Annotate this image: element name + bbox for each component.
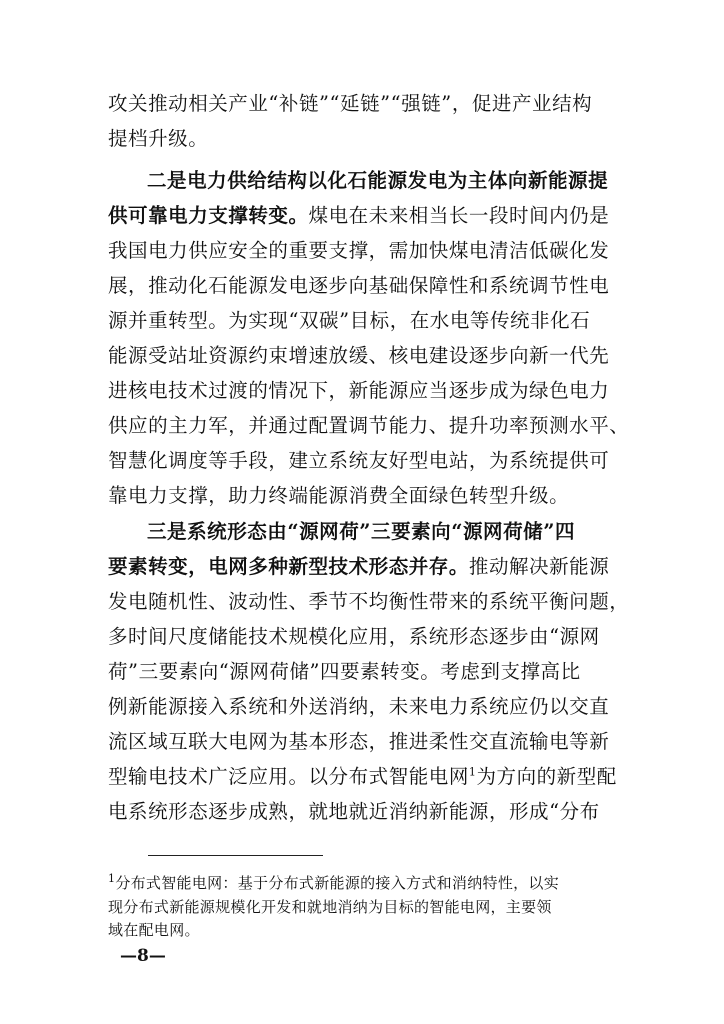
paragraph-heading: 二是电力供给结构以化石能源发电为主体向新能源提 xyxy=(147,169,609,192)
body-text-line: 智慧化调度等手段，建立系统友好型电站，为系统提供可 xyxy=(108,449,610,472)
body-text-line: 进核电技术过渡的情况下，新能源应当逐步成为绿色电力 xyxy=(108,379,610,402)
body-text-line xyxy=(108,763,617,791)
body-text-line: 靠电力支撑，助力终端能源消费全面绿色转型升级。 xyxy=(108,484,570,507)
body-text: 推动解决新能源 xyxy=(468,555,610,578)
body-text: 型输电技术广泛应用。以分布式智能电网 xyxy=(108,765,469,788)
body-text: 为方向的新型配 xyxy=(476,765,617,788)
body-text-line: 展，推动化石能源发电逐步向基础保障性和系统调节性电 xyxy=(108,274,610,297)
footnote-line xyxy=(108,873,559,893)
body-text-line: 提档升级。 xyxy=(108,127,209,150)
body-text-line: 电系统形态逐步成熟，就地就近消纳新能源，形成“分布 xyxy=(108,800,600,823)
body-text-line xyxy=(108,202,609,230)
footnote-marker: 1 xyxy=(108,872,116,885)
footnote-line: 域在配电网。 xyxy=(108,921,200,939)
footnote-reference[interactable]: 1 xyxy=(468,765,477,779)
body-text-line: 源并重转型。为实现“双碳”目标，在水电等传统非化石 xyxy=(108,309,591,332)
body-text-line: 荷”三要素向“源网荷储”四要素转变。考虑到支撑高比 xyxy=(108,660,581,683)
paragraph-heading-continuation: 供可靠电力支撑转变。 xyxy=(108,204,309,227)
body-text-line: 供应的主力军，并通过配置调节能力、提升功率预测水平、 xyxy=(108,414,630,437)
body-text: 煤电在未来相当长一段时间内仍是 xyxy=(308,204,610,227)
body-text-line: 能源受站址资源约束增速放缓、核电建设逐步向新一代先 xyxy=(108,344,610,367)
body-text-line: 例新能源接入系统和外送消纳，未来电力系统应仍以交直 xyxy=(108,695,610,718)
body-text-line: 多时间尺度储能技术规模化应用，系统形态逐步由“源网 xyxy=(108,625,600,648)
paragraph-heading-continuation: 要素转变，电网多种新型技术形态并存。 xyxy=(108,555,469,578)
body-text-line: 发电随机性、波动性、季节不均衡性带来的系统平衡问题， xyxy=(108,590,630,613)
footnote-line: 现分布式新能源规模化开发和就地消纳为目标的智能电网，主要领 xyxy=(108,898,552,916)
footnote-separator xyxy=(148,855,323,856)
footnote-text: 分布式智能电网：基于分布式新能源的接入方式和消纳特性，以实 xyxy=(115,874,560,892)
paragraph-heading: 三是系统形态由“源网荷”三要素向“源网荷储”四 xyxy=(147,520,576,543)
body-text-line: 我国电力供应安全的重要支撑，需加快煤电清洁低碳化发 xyxy=(108,239,610,262)
page-number: —8— xyxy=(120,946,166,966)
body-text-line: 流区域互联大电网为基本形态，推进柔性交直流输电等新 xyxy=(108,730,610,753)
body-text-line: 攻关推动相关产业“补链”“延链”“强链”，促进产业结构 xyxy=(108,92,593,115)
body-text-line xyxy=(108,553,609,581)
